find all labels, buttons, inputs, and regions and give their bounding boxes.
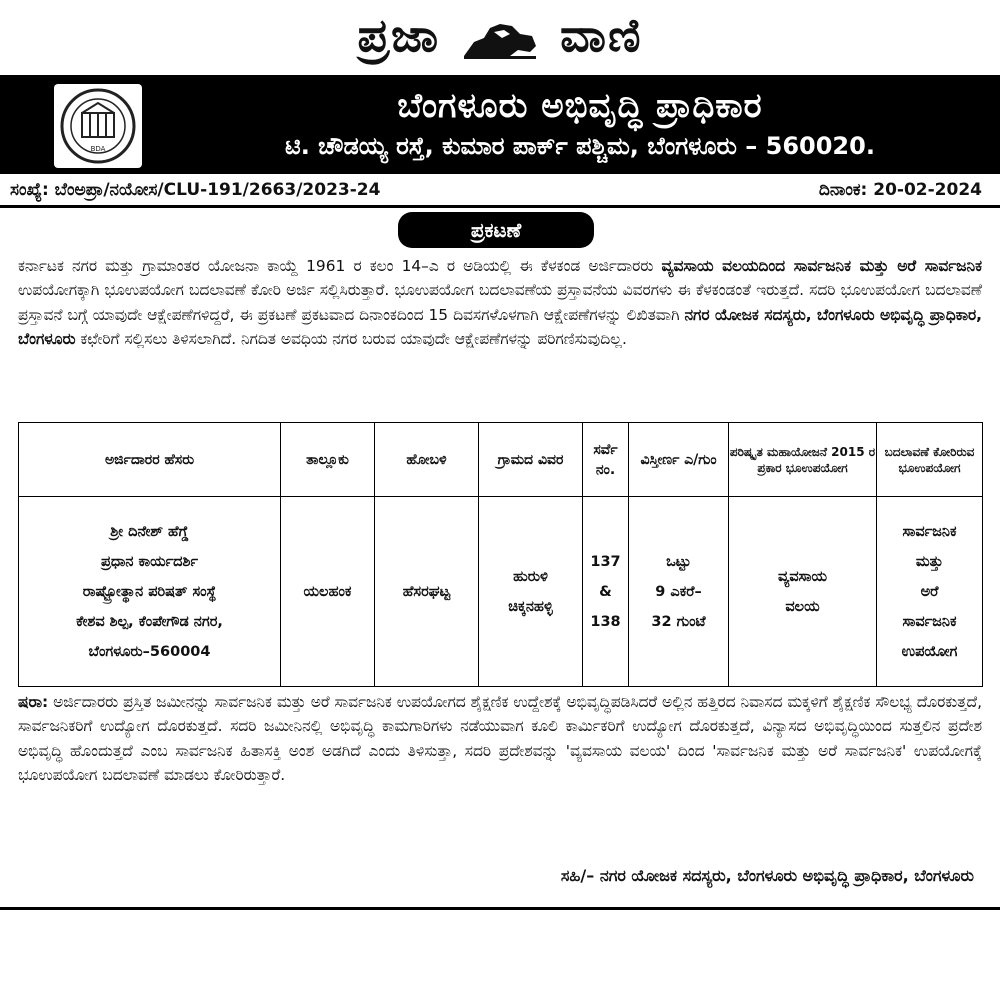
- remarks: [18, 690, 982, 788]
- column-header: ಸರ್ವೆ ನಂ.: [583, 423, 629, 497]
- survey-cell: [583, 497, 629, 687]
- remarks-text: ಅರ್ಜಿದಾರರು ಪ್ರಸ್ತಿತ ಜಮೀನನ್ನು ಸಾರ್ವಜನಿಕ ಮತ್ತು ಅರೆ ಸಾರ್ವಜನಿಕ ಉಪಯೋಗದ ಶೈಕ್ಷಣಿಕ ಉದ್ದೇಶಕ್ಕೆ ಅಭಿವೃದ್ಧಿಪಡಿಸಿದರೆ ಅಲ್ಲಿನ ಹತ್ತಿರದ ನಿವಾಸದ ಮಕ್ಕಳಿಗೆ ಶೈಕ್ಷಣಿಕ ಸೌಲಭ್ಯ ದೊರಕುತ್ತದೆ, ಸಾರ್ವಜನಿಕರಿಗೆ ಉದ್ಯೋಗ ದೊರಕುತ್ತದೆ. ಸದರಿ ಜಮೀನಿನಲ್ಲಿ ಅಭಿವೃದ್ಧಿ ಕಾಮಗಾರಿಗಳು ನಡೆಯುವಾಗ ಕೂಲಿ ಕಾರ್ಮಿಕರಿಗೆ ಉದ್ಯೋಗ ದೊರಕುತ್ತದೆ, ವಿನ್ಯಾಸದ ಅಭಿವೃದ್ಧಿಯಿಂದ ಸುತ್ತಲಿನ ಪ್ರದೇಶ ಅಭಿವೃದ್ಧಿ ಹೊಂದುತ್ತದೆ ಎಂಬ ಸಾರ್ವಜನಿಕ ಹಿತಾಸಕ್ತಿ ಅಂಶ ಅಡಗಿದೆ ಎಂದು ತಿಳಿಸುತ್ತಾ, ಸದರಿ ಪ್ರದೇಶವನ್ನು 'ವ್ಯವಸಾಯ ವಲಯ' ದಿಂದ 'ಸಾರ್ವಜನಿಕ ಮತ್ತು ಅರೆ ಸಾರ್ವಜನಿಕ' ಉಪಯೋಗಕ್ಕೆ ಭೂಉಪಯೋಗ ಬದಲಾವಣೆ ಮಾಡಲು ಕೋರಿರುತ್ತಾರೆ.: [18, 693, 982, 785]
- extent-line: 32 ಗುಂಟೆ: [651, 613, 706, 630]
- column-header: ಹೋಬಳಿ: [375, 423, 479, 497]
- notice-title: ಪ್ರಕಟಣೆ: [398, 212, 594, 248]
- bda-emblem: [54, 84, 142, 168]
- reference-date: ದಿನಾಂಕ: 20-02-2024: [818, 180, 982, 200]
- remarks-label: ಷರಾ:: [18, 693, 49, 711]
- current-use-cell: [729, 497, 877, 687]
- applicant-line: ಬೆಂಗಳೂರು–560004: [88, 643, 211, 660]
- survey-line: &: [599, 583, 612, 600]
- body-text-bold: ನಗರ ಯೋಜಕ ಸದಸ್ಯರು, ಬೆಂಗಳೂರು ಅಭಿವೃದ್ಧಿ ಪ್ರಾಧಿಕಾರ, ಬೆಂಗಳೂರು: [18, 305, 982, 349]
- organization-name: ಬೆಂಗಳೂರು ಅಭಿವೃದ್ಧಿ ಪ್ರಾಧಿಕಾರ: [397, 86, 763, 126]
- body-text-bold: ವ್ಯವಸಾಯ ವಲಯದಿಂದ ಸಾರ್ವಜನಿಕ ಮತ್ತು ಅರೆ ಸಾರ್ವಜನಿಕ: [661, 257, 982, 275]
- applicant-line: ರಾಷ್ಟ್ರೋತ್ಥಾನ ಪರಿಷತ್ ಸಂಸ್ಥೆ: [82, 583, 217, 600]
- table-row: [19, 497, 983, 687]
- newspaper-name-left: ಪ್ರಜಾ: [357, 7, 441, 62]
- newspaper-masthead: [0, 0, 1000, 70]
- newspaper-name-right: ವಾಣಿ: [560, 7, 643, 62]
- village-line: ಹುರುಳಿ: [513, 568, 548, 585]
- bda-seal-icon: [58, 87, 138, 165]
- survey-line: 138: [590, 613, 621, 630]
- requested-use-cell: [877, 497, 983, 687]
- body-text: ಕರ್ನಾಟಕ ನಗರ ಮತ್ತು ಗ್ರಾಮಾಂತರ ಯೋಜನಾ ಕಾಯ್ದೆ 1961 ರ ಕಲಂ 14–ಎ ರ ಅಡಿಯಲ್ಲಿ ಈ ಕೆಳಕಂಡ ಅರ್ಜಿದಾರರು: [18, 257, 662, 275]
- reference-line: [0, 178, 1000, 204]
- requested-use-line: ಸಾರ್ವಜನಿಕ: [902, 613, 957, 630]
- applicant-line: ಶ್ರೀ ದಿನೇಶ್ ಹೆಗ್ಡೆ: [110, 523, 189, 540]
- column-header: ತಾಲ್ಲೂಕು: [281, 423, 375, 497]
- current-use-line: ವ್ಯವಸಾಯ: [778, 568, 827, 585]
- applicant-line: ಪ್ರಧಾನ ಕಾರ್ಯದರ್ಶಿ: [100, 553, 199, 570]
- requested-use-line: ಉಪಯೋಗ: [901, 643, 958, 660]
- applicant-line: ಕೇಶವ ಶಿಲ್ಪ, ಕೆಂಪೇಗೌಡ ನಗರ,: [76, 613, 223, 630]
- extent-line: 9 ಎಕರೆ–: [655, 583, 702, 600]
- newspaper-name: [0, 0, 1000, 66]
- svg-text:BDA: BDA: [90, 145, 106, 153]
- reference-number: ಸಂಖ್ಯೆ: ಬೆಂಅಪ್ರಾ/ನಯೋಸ/CLU-191/2663/2023-24: [10, 180, 381, 200]
- extent-cell: [629, 497, 729, 687]
- column-header: ವಿಸ್ತೀರ್ಣ ಎ/ಗುಂ: [629, 423, 729, 497]
- hobli-cell: ಹೆಸರಘಟ್ಟ: [375, 497, 479, 687]
- table-header-row: [19, 423, 983, 497]
- organization-address: ಟಿ. ಚೌಡಯ್ಯ ರಸ್ತೆ, ಕುಮಾರ ಪಾರ್ಕ್ ಪಶ್ಚಿಮ, ಬೆಂಗಳೂರು – 560020.: [285, 132, 875, 160]
- requested-use-line: ಅರೆ: [920, 583, 939, 600]
- village-cell: [479, 497, 583, 687]
- applicant-cell: [19, 497, 281, 687]
- signature-line: ಸಹಿ/– ನಗರ ಯೋಜಕ ಸದಸ್ಯರು, ಬೆಂಗಳೂರು ಅಭಿವೃದ್ಧಿ ಪ್ರಾಧಿಕಾರ, ಬೆಂಗಳೂರು: [560, 866, 974, 885]
- column-header: ಪರಿಷ್ಕೃತ ಮಹಾಯೋಜನೆ 2015 ರ ಪ್ರಕಾರ ಭೂಉಪಯೋಗ: [729, 423, 877, 497]
- column-header: ಅರ್ಜಿದಾರರ ಹೆಸರು: [19, 423, 281, 497]
- requested-use-line: ಮತ್ತು: [915, 553, 944, 570]
- current-use-line: ವಲಯ: [785, 598, 820, 615]
- requested-use-line: ಸಾರ್ವಜನಿಕ: [902, 523, 957, 540]
- lion-logo-icon: [460, 13, 540, 57]
- land-use-table: [18, 422, 983, 687]
- village-line: ಚಿಕ್ಕನಹಳ್ಳಿ: [508, 598, 553, 615]
- body-text: ಕಛೇರಿಗೆ ಸಲ್ಲಿಸಲು ತಿಳಿಸಲಾಗಿದೆ. ನಿಗದಿತ ಅವಧಿಯ ನಗರ ಬರುವ ಯಾವುದೇ ಆಕ್ಷೇಪಣೆಗಳನ್ನು ಪರಿಗಣಿಸುವುದಿಲ್ಲ.: [75, 330, 627, 349]
- body-text: ಉಪಯೋಗಕ್ಕಾಗಿ ಭೂಉಪಯೋಗ ಬದಲಾವಣೆ ಕೋರಿ ಅರ್ಜಿ ಸಲ್ಲಿಸಿರುತ್ತಾರೆ. ಭೂಉಪಯೋಗ ಬದಲಾವಣೆಯ ಪ್ರಸ್ತಾವನೆಯ ವಿವರಗಳು ಈ ಕೆಳಕಂಡಂತೆ ಇರುತ್ತದೆ. ಸದರಿ ಭೂಉಪಯೋಗ ಬದಲಾವಣೆ ಪ್ರಸ್ತಾವನೆ ಬಗ್ಗೆ ಯಾವುದೇ ಆಕ್ಷೇಪಣೆಗಳಿದ್ದರೆ, ಈ ಪ್ರಕಟಣೆ ಪ್ರಕಟವಾದ ದಿನಾಂಕದಿಂದ 15 ದಿವಸಗಳೊಳಗಾಗಿ ಆಕ್ಷೇಪಣೆಗಳನ್ನು ಲಿಖಿತವಾಗಿ: [18, 281, 982, 324]
- taluk-cell: ಯಲಹಂಕ: [281, 497, 375, 687]
- column-header: ಬದಲಾವಣೆ ಕೋರಿರುವ ಭೂಉಪಯೋಗ: [877, 423, 983, 497]
- divider: [0, 205, 1000, 208]
- column-header: ಗ್ರಾಮದ ವಿವರ: [479, 423, 583, 497]
- survey-line: 137: [590, 553, 621, 570]
- notice-body: [18, 254, 982, 352]
- extent-line: ಒಟ್ಟು: [666, 553, 691, 570]
